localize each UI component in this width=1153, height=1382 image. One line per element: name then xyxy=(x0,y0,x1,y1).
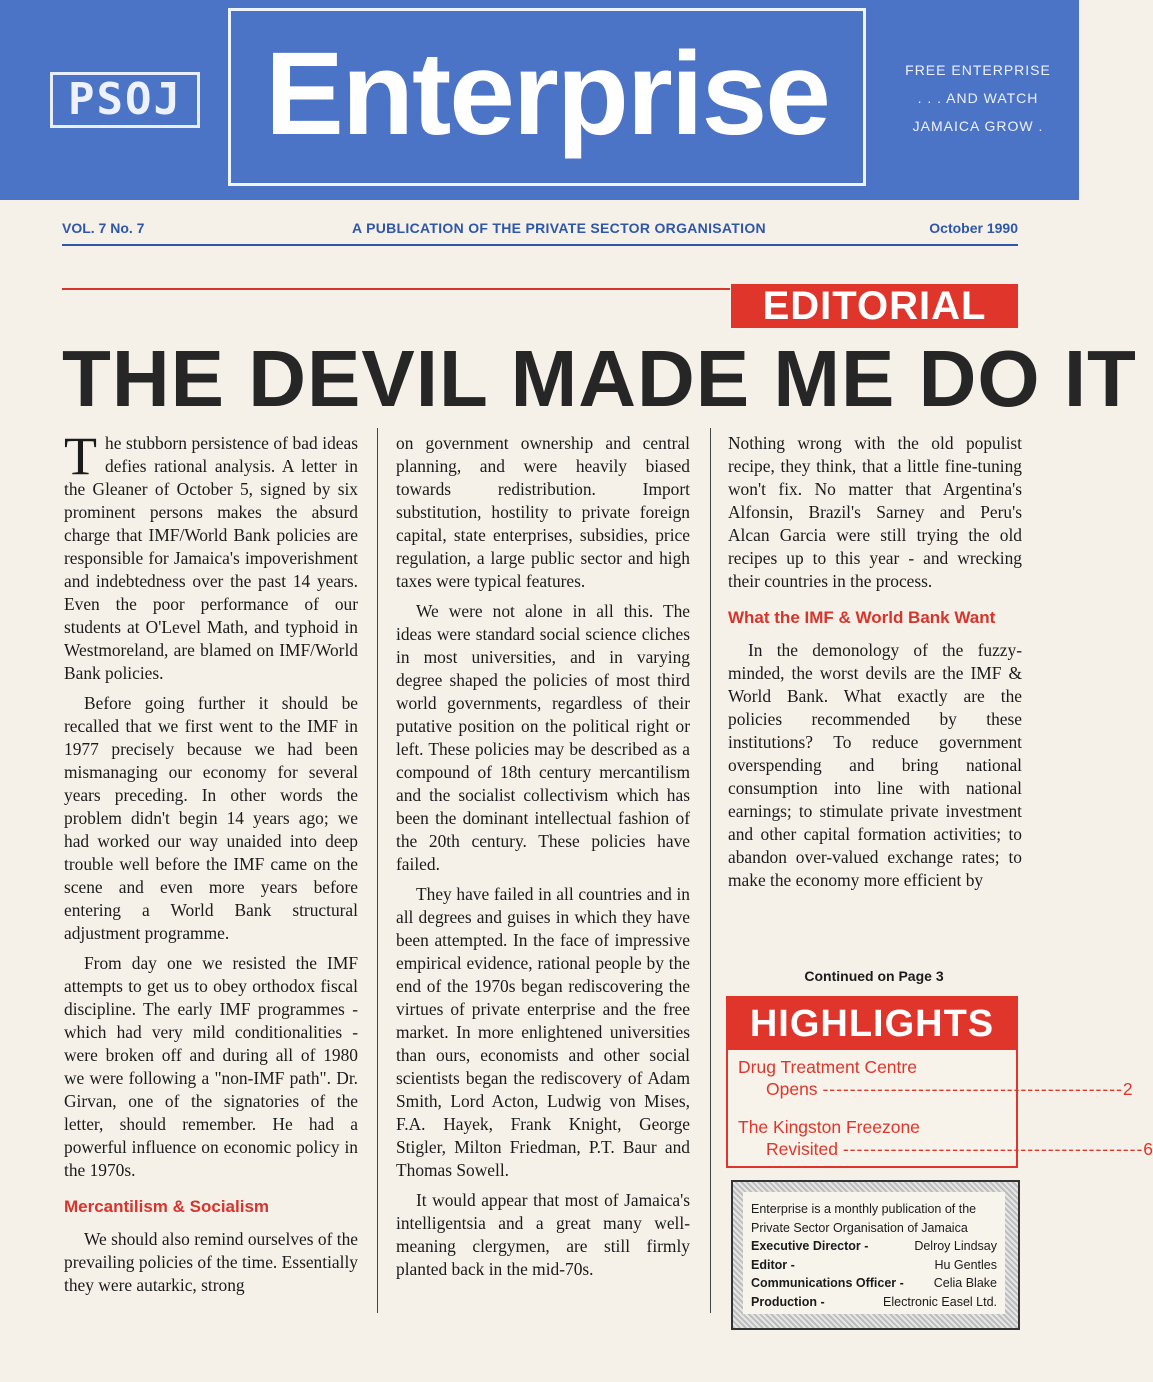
credits-intro: Private Sector Organisation of Jamaica xyxy=(751,1220,968,1235)
article-column-1 xyxy=(64,426,358,1304)
volume-number: VOL. 7 No. 7 xyxy=(62,220,145,236)
credit-name: Hu Gentles xyxy=(934,1257,997,1272)
credit-role: Communications Officer - xyxy=(751,1276,904,1290)
credit-name: Celia Blake xyxy=(933,1276,997,1290)
paragraph: In the demonology of the fuzzy-minded, the worst devils are the IMF & World Bank. What exactly are the policies recommended by these institutions? To reduce government overspending and bring national consumption into line with national earnings; to stimulate private investment and other capital formation activities; to abandon over-valued exchange rates; to make the economy more efficient by xyxy=(728,640,1022,890)
paragraph: From day one we resisted the IMF attempts to get us to obey orthodox fiscal discipline. The early IMF programmes - which had very mild conditionalities - were broken off and during all of 1980 we were following a "non-IMF path". Dr. Girvan, one of the signatories of the letter, should remember. He had a powerful influence on economic policy in the 1970s. xyxy=(64,953,358,1180)
paragraph: Nothing wrong with the old populist recipe, they think, that a little fine-tuning won't fix. No matter that Argentina's Alfonsin, Brazil's Sarney and Peru's Alcan Garcia were still trying the old recipes up to this year - and wrecking their countries in the process. xyxy=(728,433,1022,591)
issue-info-bar xyxy=(62,220,1018,242)
paragraph: We were not alone in all this. The ideas were standard social science cliches in most universities, and in varying degree shaped the policies of most third world governments, regardless of their putative position on the political right or left. These policies may be described as a compound of 18th century mercantilism and the socialist collectivism which has been the dominant intellectual fashion of the 20th century. These policies have failed. xyxy=(396,601,690,874)
slogan-line-2: . . . AND WATCH xyxy=(917,90,1039,106)
paragraph: We should also remind ourselves of the prevailing policies of the time. Essentially they were autarkic, strong xyxy=(64,1229,358,1295)
paragraph: on government ownership and central planning, and were heavily biased towards redistribution. Import substitution, hostility to private foreign capital, state enterprises, subsidies, price regulation, a large public sector and high taxes were typical features. xyxy=(396,433,690,591)
credits-box xyxy=(731,1180,1020,1330)
credit-role: Executive Director - xyxy=(751,1239,869,1253)
section-label: EDITORIAL xyxy=(731,284,1018,328)
subheading: What the IMF & World Bank Want xyxy=(728,608,996,627)
psoj-logo: PSOJ xyxy=(50,72,200,128)
highlight-item[interactable] xyxy=(738,1116,1153,1160)
drop-cap: T xyxy=(64,426,97,486)
leader-dots: -------------------------------------------- xyxy=(842,1139,1144,1159)
masthead xyxy=(0,0,1079,200)
issue-date: October 1990 xyxy=(929,220,1018,236)
divider xyxy=(62,244,1018,246)
highlight-item[interactable] xyxy=(738,1056,1133,1100)
headline: THE DEVIL MADE ME DO IT xyxy=(62,334,1137,423)
subheading: Mercantilism & Socialism xyxy=(64,1197,270,1216)
highlights-title: HIGHLIGHTS xyxy=(728,998,1016,1050)
highlight-title: The Kingston Freezone xyxy=(738,1117,920,1137)
credits-content xyxy=(743,1192,1005,1314)
title-frame xyxy=(228,8,866,186)
credit-row xyxy=(751,1274,997,1293)
continued-note: Continued on Page 3 xyxy=(804,968,944,984)
paragraph: Before going further it should be recalled that we first went to the IMF in 1977 precisely because we had been mismanaging our economy for several years preceding. In other words the problem didn't begin 14 years ago; we had worked our way unaided into deep trouble well before the IMF came on the scene and even more years before entering a World Bank structural adjustment programme. xyxy=(64,693,358,943)
credit-row xyxy=(751,1237,997,1256)
paragraph: It would appear that most of Jamaica's intelligentsia and a great many well-meaning clergymen, are still firmly planted back in the mid-70s. xyxy=(396,1190,690,1279)
highlights-box xyxy=(726,996,1153,1168)
credit-role: Editor - xyxy=(751,1257,795,1272)
page-number: 2 xyxy=(1122,1079,1133,1099)
article-column-2 xyxy=(396,432,690,1288)
highlight-title-cont: Revisited xyxy=(766,1139,838,1159)
slogan-line-3: JAMAICA GROW . xyxy=(912,118,1044,134)
highlight-title-cont: Opens xyxy=(766,1079,818,1099)
credit-name: Delroy Lindsay xyxy=(914,1239,997,1253)
column-divider xyxy=(710,428,711,1313)
divider xyxy=(62,288,730,290)
credit-row xyxy=(751,1293,997,1312)
credit-name: Electronic Easel Ltd. xyxy=(883,1294,997,1309)
newsletter-title: Enterprise xyxy=(265,28,829,160)
paragraph: The stubborn persistence of bad ideas defies rational analysis. A letter in the Gleaner of October 5, signed by six prominent persons makes the absurd charge that IMF/World Bank policies are responsible for Jamaica's impoverishment and indebtedness over the past 14 years. Even the poor performance of our students at O'Level Math, and typhoid in Westmoreland, are blamed on IMF/World Bank policies. xyxy=(64,426,358,683)
slogan xyxy=(888,56,1068,140)
paragraph: They have failed in all countries and in all degrees and guises in which they have been attempted. In the face of impressive empirical evidence, rational people by the end of the 1970s began rediscovering the virtues of private enterprise and the free market. In more enlightened universities than ours, economists and other social scientists began the rediscovery of Adam Smith, Lord Acton, Ludwig von Mises, F.A. Hayek, Frank Knight, George Stigler, Milton Friedman, P.T. Baur and Thomas Sowell. xyxy=(396,884,690,1180)
credit-row xyxy=(751,1256,997,1275)
slogan-line-1: FREE ENTERPRISE xyxy=(905,62,1051,78)
highlight-title: Drug Treatment Centre xyxy=(738,1057,917,1077)
publication-line: A PUBLICATION OF THE PRIVATE SECTOR ORGANISATION xyxy=(352,220,766,236)
credits-intro: Enterprise is a monthly publication of the xyxy=(751,1202,977,1216)
page-number: 6 xyxy=(1143,1139,1153,1159)
leader-dots: -------------------------------------------- xyxy=(822,1079,1123,1099)
column-divider xyxy=(377,428,378,1313)
article-column-3 xyxy=(728,432,1022,899)
credit-role: Production - xyxy=(751,1294,825,1309)
